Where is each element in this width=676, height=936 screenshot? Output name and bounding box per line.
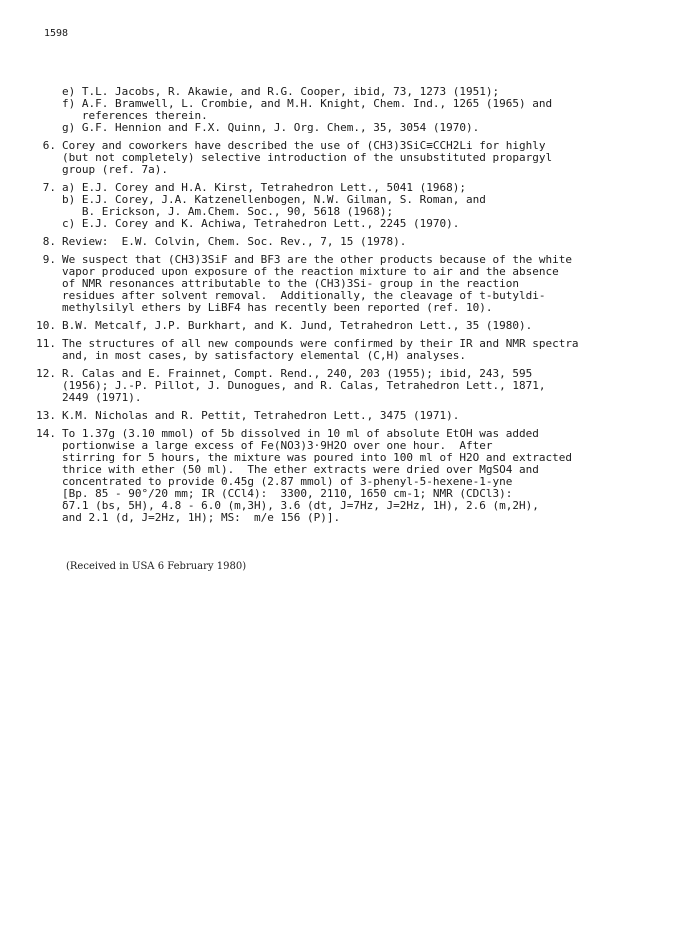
reference-item — [24, 254, 636, 314]
reference-line: group (ref. 7a). — [62, 163, 168, 176]
reference-line: thrice with ether (50 ml). The ether extracts were dried over MgSO4 and — [62, 463, 539, 476]
reference-line: and 2.1 (d, J=2Hz, 1H); MS: m/e 156 (P)]. — [62, 511, 341, 524]
reference-text — [62, 254, 636, 314]
reference-line: Review: E.W. Colvin, Chem. Soc. Rev., 7, 15 (1978). — [62, 235, 407, 248]
reference-text — [62, 236, 636, 248]
reference-line: b) E.J. Corey, J.A. Katzenellenbogen, N.W. Gilman, S. Roman, and — [62, 193, 486, 206]
reference-line: B.W. Metcalf, J.P. Burkhart, and K. Jund, Tetrahedron Lett., 35 (1980). — [62, 319, 533, 332]
reference-line: g) G.F. Hennion and F.X. Quinn, J. Org. Chem., 35, 3054 (1970). — [62, 121, 480, 134]
reference-item — [24, 182, 636, 230]
reference-text — [62, 338, 636, 362]
reference-line: R. Calas and E. Frainnet, Compt. Rend., 240, 203 (1955); ibid, 243, 595 — [62, 367, 533, 380]
reference-line: We suspect that (CH3)3SiF and BF3 are the other products because of the white — [62, 253, 572, 266]
reference-text — [62, 86, 636, 134]
reference-line: a) E.J. Corey and H.A. Kirst, Tetrahedron Lett., 5041 (1968); — [62, 181, 466, 194]
reference-line: references therein. — [62, 109, 208, 122]
reference-line: To 1.37g (3.10 mmol) of 5b dissolved in 10 ml of absolute EtOH was added — [62, 427, 539, 440]
reference-line: K.M. Nicholas and R. Pettit, Tetrahedron Lett., 3475 (1971). — [62, 409, 460, 422]
reference-number: 9. — [42, 253, 56, 266]
reference-line: (1956); J.-P. Pillot, J. Dunogues, and R. Calas, Tetrahedron Lett., 1871, — [62, 379, 546, 392]
reference-item — [24, 86, 636, 134]
reference-text — [62, 320, 636, 332]
reference-line: c) E.J. Corey and K. Achiwa, Tetrahedron Lett., 2245 (1970). — [62, 217, 460, 230]
reference-text — [62, 182, 636, 230]
reference-item — [24, 368, 636, 404]
reference-number: 6. — [42, 139, 56, 152]
reference-line: f) A.F. Bramwell, L. Crombie, and M.H. Knight, Chem. Ind., 1265 (1965) and — [62, 97, 553, 110]
reference-line: 2449 (1971). — [62, 391, 142, 404]
reference-line: The structures of all new compounds were confirmed by their IR and NMR spectra — [62, 337, 579, 350]
reference-line: residues after solvent removal. Additionally, the cleavage of t-butyldi- — [62, 289, 546, 302]
reference-number: 7. — [42, 181, 56, 194]
reference-item — [24, 428, 636, 524]
reference-line: stirring for 5 hours, the mixture was poured into 100 ml of H2O and extracted — [62, 451, 572, 464]
reference-text — [62, 368, 636, 404]
reference-item — [24, 410, 636, 422]
reference-line: concentrated to provide 0.45g (2.87 mmol) of 3-phenyl-5-hexene-1-yne — [62, 475, 513, 488]
reference-line: of NMR resonances attributable to the (CH3)3Si- group in the reaction — [62, 277, 519, 290]
received-date: (Received in USA 6 February 1980) — [66, 561, 247, 572]
reference-line: (but not completely) selective introduction of the unsubstituted propargyl — [62, 151, 553, 164]
reference-number: 13. — [36, 409, 56, 422]
references-list — [24, 86, 636, 530]
reference-line: vapor produced upon exposure of the reaction mixture to air and the absence — [62, 265, 559, 278]
reference-text — [62, 140, 636, 176]
reference-item — [24, 140, 636, 176]
reference-line: and, in most cases, by satisfactory elemental (C,H) analyses. — [62, 349, 466, 362]
page-number: 1598 — [44, 28, 69, 39]
reference-number: 11. — [36, 337, 56, 350]
reference-text — [62, 428, 636, 524]
reference-number: 10. — [36, 319, 56, 332]
reference-number: 8. — [42, 235, 56, 248]
reference-line: e) T.L. Jacobs, R. Akawie, and R.G. Cooper, ibid, 73, 1273 (1951); — [62, 85, 500, 98]
reference-item — [24, 338, 636, 362]
reference-number: 14. — [36, 427, 56, 440]
reference-line: Corey and coworkers have described the use of (CH3)3SiC≡CCH2Li for highly — [62, 139, 546, 152]
reference-number: 12. — [36, 367, 56, 380]
reference-number — [24, 86, 62, 134]
reference-item — [24, 320, 636, 332]
reference-text — [62, 410, 636, 422]
reference-line: B. Erickson, J. Am.Chem. Soc., 90, 5618 (1968); — [62, 205, 394, 218]
reference-item — [24, 236, 636, 248]
reference-line: methylsilyl ethers by LiBF4 has recently been reported (ref. 10). — [62, 301, 493, 314]
reference-line: [Bp. 85 - 90°/20 mm; IR (CCl4): 3300, 2110, 1650 cm-1; NMR (CDCl3): — [62, 487, 513, 500]
reference-line: δ7.1 (bs, 5H), 4.8 - 6.0 (m,3H), 3.6 (dt, J=7Hz, J=2Hz, 1H), 2.6 (m,2H), — [62, 499, 539, 512]
reference-line: portionwise a large excess of Fe(NO3)3·9H2O over one hour. After — [62, 439, 493, 452]
